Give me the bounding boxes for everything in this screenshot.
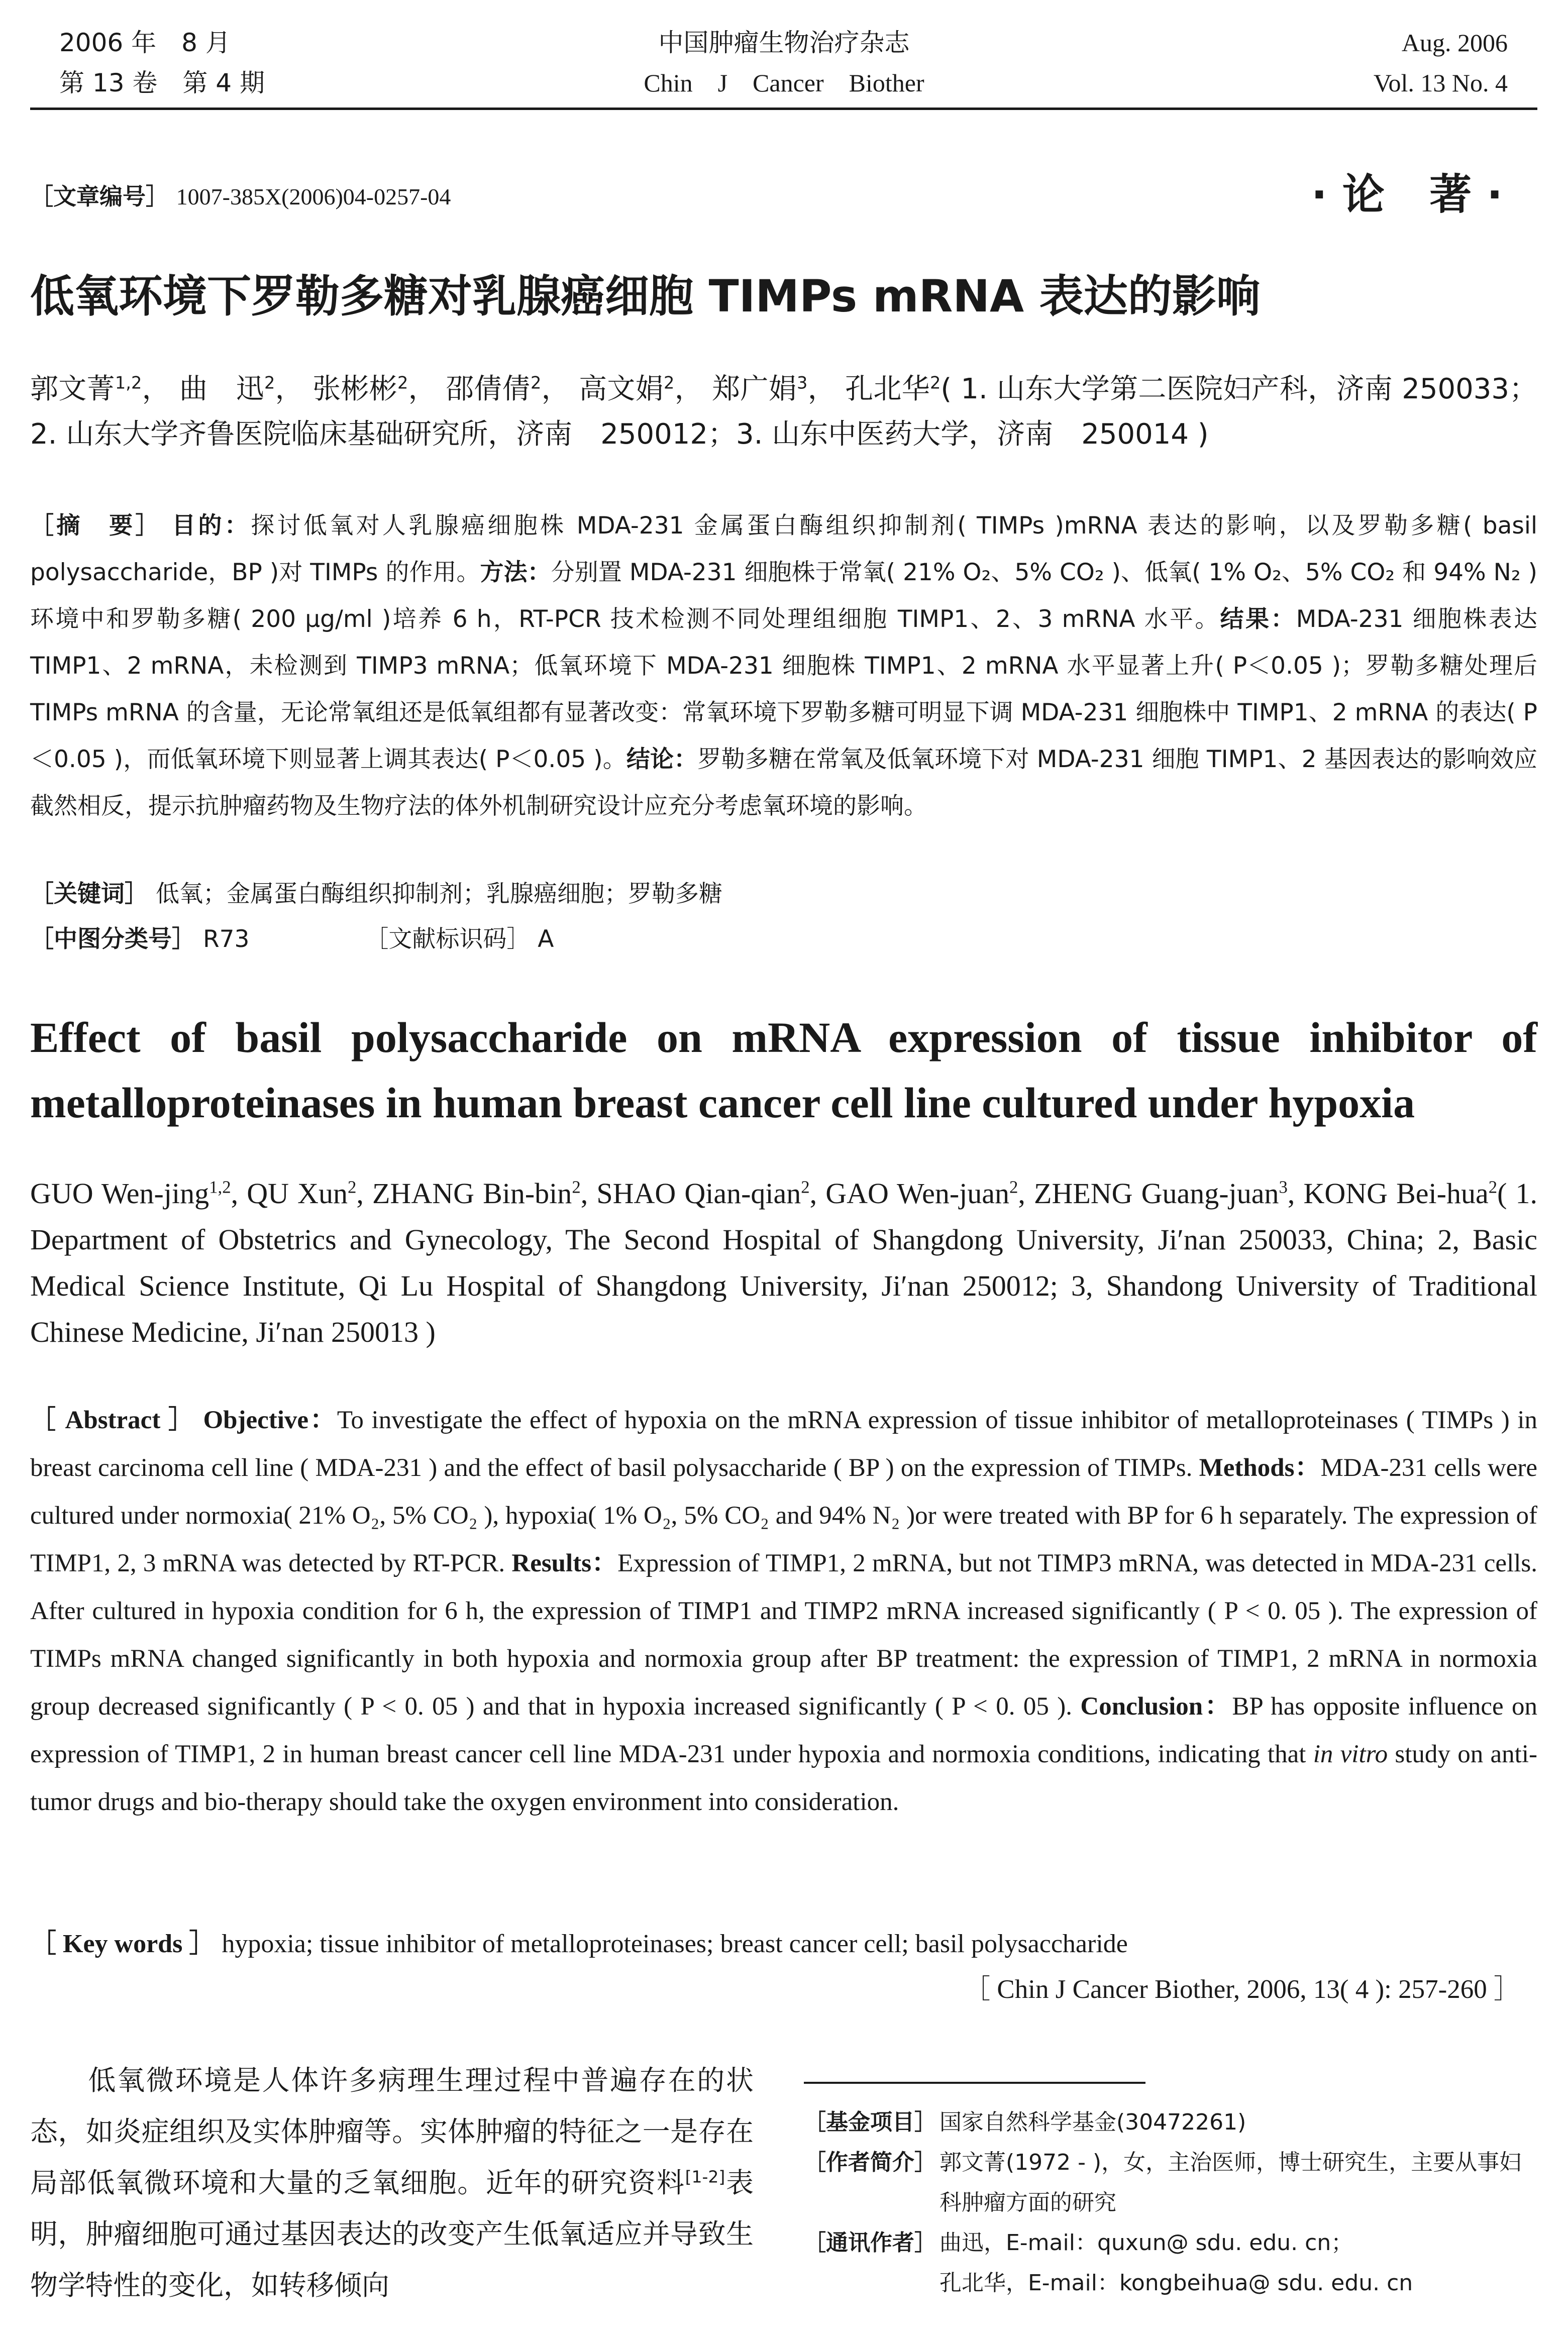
- author-en-5: GAO Wen-juan$^2$: [825, 1177, 1018, 1210]
- author-bio-label: ［作者简介］: [804, 2150, 936, 2175]
- abstract-en-objective-label: Objective：: [203, 1406, 337, 1434]
- keywords-en-value: hypoxia; tissue inhibitor of metalloproteinases; breast cancer cell; basil polysaccharide: [222, 1930, 1128, 1958]
- abstract-en-objective: To investigate the effect of hypoxia on the mRNA expression of tissue inhibitor of metalloproteinases ( TIMPs ) in breast carcinoma cell line ( MDA-231 ) and the effect of basil polysaccharide ( BP ) on the expression of TIMPs.: [30, 1406, 1538, 1482]
- abstract-en-methods-label: Methods：: [1199, 1454, 1321, 1482]
- corresponding-email-1[interactable]: 曲迅，E-mail：quxun@ sdu. edu. cn；: [939, 2230, 1353, 2256]
- abstract-cn-results: MDA-231 细胞株表达 TIMP1、2 mRNA，未检测到 TIMP3 mRNA；低氧环境下 MDA-231 细胞株 TIMP1、2 mRNA 水平显著上升( P＜0.05 )；罗勒多糖处理后 TIMPs mRNA 的含量，无论常氧组还是低氧组都有显著改变：常氧环境下罗勒多糖可明显下调 MDA-231 细胞株中 TIMP1、2 mRNA 的表达( P＜0.05 )，而低氧环境下则显著上调其表达( P＜0.05 )。: [30, 605, 1538, 773]
- footnotes: [804, 2102, 1537, 2303]
- author-cn-7: 孔北华$^2$: [845, 373, 941, 405]
- journal-name-en: Chin J Cancer Biother: [644, 69, 924, 97]
- author-en-1: GUO Wen-jing$^{1,2}$: [30, 1177, 231, 1210]
- article-number-value: 1007-385X(2006)04-0257-04: [176, 184, 451, 209]
- header-date-cn: 2006 年 8 月: [59, 28, 231, 57]
- author-cn-5: 高文娟$^2$: [579, 373, 675, 405]
- author-cn-4: 邵倩倩$^2$: [446, 373, 542, 405]
- header-volume-en: Vol. 13 No. 4: [1373, 69, 1508, 97]
- reference-marker[interactable]: [1-2]: [685, 2167, 725, 2187]
- authors-cn: 郭文菁$^{1,2}$， 曲 迅$^2$， 张彬彬$^2$， 邵倩倩$^2$， 高文娟$^2$， 郑广娟$^3$， 孔北华$^2$( 1. 山东大学第二医院妇产科，济南 250033；2. 山东大学齐鲁医院临床基础研究所，济南 250012；3. 山东中医药大学，济南 250014 ): [30, 373, 1538, 451]
- keywords-en: [30, 1922, 1537, 1967]
- abstract-cn-conclusion-label: 结论：: [626, 746, 698, 773]
- keywords-cn-value: 低氧；金属蛋白酶组织抑制剂；乳腺癌细胞；罗勒多糖: [155, 880, 722, 908]
- abstract-cn-methods: 分别置 MDA-231 细胞株于常氧( 21% O₂、5% CO₂ )、低氧( 1% O₂、5% CO₂ 和 94% N₂ )环境中和罗勒多糖( 200 μg/ml )培养 6 h，RT-PCR 技术检测不同处理组细胞 TIMP1、2、3 mRNA 水平。: [30, 559, 1537, 633]
- abstract-en: [30, 1397, 1537, 1826]
- affiliations-cn: ( 1. 山东大学第二医院妇产科，济南 250033；2. 山东大学齐鲁医院临床基础研究所，济南 250012；3. 山东中医药大学，济南 250014 ): [30, 373, 1538, 451]
- author-cn-2: 曲 迅$^2$: [179, 373, 275, 405]
- header-center: [0, 23, 1568, 103]
- author-en-6: ZHENG Guang-juan$^3$: [1034, 1177, 1288, 1210]
- journal-name-cn: 中国肿瘤生物治疗杂志: [658, 28, 910, 57]
- abstract-en-methods: MDA-231 cells were cultured under normoxia( 21% O₂, 5% CO₂ ), hypoxia( 1% O₂, 5% CO₂ and 94% N₂ )or were treated with BP for 6 h separately. The expression of TIMP1, 2, 3 mRNA was detected by RT-PCR.: [30, 1454, 1537, 1577]
- doc-code-label: ［文献标识码］: [365, 925, 531, 953]
- abstract-en-conclusion-pre: BP has opposite influence on expression of TIMP1, 2 in human breast cancer cell line MDA-231 under hypoxia and normoxia conditions, indicating that: [30, 1692, 1537, 1768]
- section-label: ·论 著·: [1311, 170, 1518, 219]
- abstract-en-conclusion-label: Conclusion：: [1080, 1692, 1232, 1721]
- header-right: [1374, 23, 1508, 103]
- title-cn: 低氧环境下罗勒多糖对乳腺癌细胞 TIMPs mRNA 表达的影响: [30, 270, 1261, 322]
- fund-label: ［基金项目］: [804, 2109, 936, 2135]
- abstract-cn-objective: 探讨低氧对人乳腺癌细胞株 MDA-231 金属蛋白酶组织抑制剂( TIMPs )mRNA 表达的影响，以及罗勒多糖( basil polysaccharide，BP )对 TIMPs 的作用。: [30, 512, 1538, 586]
- authors-en: GUO Wen-jing$^{1,2}$, QU Xun$^2$, ZHANG Bin-bin$^2$, SHAO Qian-qian$^2$, GAO Wen-juan$^2$, ZHENG Guang-juan$^3$, KONG Bei-hua$^2$( 1. Department of Obstetrics and Gynecology, The Second Hospital of Shangdong University, Ji′nan 250033, China; 2, Basic Medical Science Institute, Qi Lu Hospital of Shangdong University, Ji′nan 250012; 3, Shandong University of Traditional Chinese Medicine, Ji′nan 250013 ): [30, 1177, 1538, 1348]
- abstract-en-conclusion-post: study on anti-tumor drugs and bio-therapy should take the oxygen environment into consideration.: [30, 1740, 1537, 1816]
- body-text-cn: [30, 2055, 754, 2311]
- abstract-en-results-label: Results：: [511, 1549, 618, 1577]
- footnote-corresponding: [804, 2223, 1537, 2303]
- doc-code-value: A: [538, 925, 554, 953]
- abstract-cn-results-label: 结果：: [1220, 605, 1296, 633]
- abstract-en-label: ［ Abstract ］: [30, 1406, 195, 1434]
- author-en-4: SHAO Qian-qian$^2$: [596, 1177, 810, 1210]
- keywords-en-label: ［ Key words ］: [30, 1930, 216, 1958]
- body-p1-post: 表明，肿瘤细胞可通过基因表达的改变产生低氧适应并导致生物学特性的变化，如转移倾向: [30, 2167, 754, 2301]
- abstract-cn-objective-label: 目的：: [172, 512, 251, 540]
- abstract-cn-methods-label: 方法：: [480, 559, 551, 586]
- abstract-en-results: Expression of TIMP1, 2 mRNA, but not TIMP3 mRNA, was detected in MDA-231 cells. After cultured in hypoxia condition for 6 h, the expression of TIMP1 and TIMP2 mRNA increased significantly ( P < 0. 05 ). The expression of TIMPs mRNA changed significantly in both hypoxia and normoxia group after BP treatment: the expression of TIMP1, 2 mRNA in normoxia group decreased significantly ( P < 0. 05 ) and that in hypoxia increased significantly ( P < 0. 05 ).: [30, 1549, 1538, 1721]
- clc-value: R73: [202, 925, 250, 953]
- article-number-label: ［文章编号］: [30, 183, 169, 210]
- header-date-en: Aug. 2006: [1401, 29, 1508, 57]
- author-en-7: KONG Bei-hua$^2$: [1303, 1177, 1498, 1210]
- corresponding-label: ［通讯作者］: [804, 2230, 936, 2256]
- citation-en: ［ Chin J Cancer Biother, 2006, 13( 4 ): 257-260 ］: [964, 1975, 1520, 2004]
- author-cn-6: 郑广娟$^3$: [712, 373, 808, 405]
- abstract-cn-label: ［摘 要］: [30, 512, 162, 540]
- affiliations-en: ( 1. Department of Obstetrics and Gynecology, The Second Hospital of Shangdong University, Ji′nan 250033, China; 2, Basic Medical Science Institute, Qi Lu Hospital of Shangdong University, Ji′nan 250012; 3, Shandong University of Traditional Chinese Medicine, Ji′nan 250013 ): [30, 1177, 1538, 1348]
- clc-label: ［中图分类号］: [30, 925, 195, 953]
- abstract-cn-conclusion: 罗勒多糖在常氧及低氧环境下对 MDA-231 细胞 TIMP1、2 基因表达的影响效应截然相反，提示抗肿瘤药物及生物疗法的体外机制研究设计应充分考虑氧环境的影响。: [30, 746, 1538, 820]
- fund-value: 国家自然科学基金(30472261): [939, 2109, 1246, 2135]
- footnote-author: [804, 2143, 1537, 2223]
- footnote-fund: [804, 2102, 1537, 2143]
- author-en-3: ZHANG Bin-bin$^2$: [372, 1177, 581, 1210]
- author-en-2: QU Xun$^2$: [247, 1177, 357, 1210]
- keywords-cn: [30, 872, 1537, 917]
- classification-cn: [30, 917, 1537, 962]
- body-p1-pre: 低氧微环境是人体许多病理生理过程中普遍存在的状态，如炎症组织及实体肿瘤等。实体肿瘤的特征之一是存在局部低氧微环境和大量的乏氧细胞。近年的研究资料: [30, 2064, 754, 2199]
- author-cn-3: 张彬彬$^2$: [312, 373, 408, 405]
- footnote-rule: [804, 2082, 1145, 2084]
- article-number: [30, 178, 451, 211]
- author-bio-value: 郭文菁(1972 - )，女，主治医师，博士研究生，主要从事妇科肿瘤方面的研究: [939, 2150, 1522, 2215]
- abstract-cn: [30, 502, 1537, 829]
- header-rule: [30, 108, 1537, 110]
- title-en: Effect of basil polysaccharide on mRNA expression of tissue inhibitor of metalloproteinases in human breast cancer cell line cultured under hypoxia: [30, 1013, 1537, 1127]
- header-volume-cn: 第 13 卷 第 4 期: [59, 68, 265, 97]
- corresponding-email-2[interactable]: 孔北华，E-mail：kongbeihua@ sdu. edu. cn: [939, 2270, 1413, 2296]
- author-cn-1: 郭文菁$^{1,2}$: [30, 373, 142, 405]
- abstract-en-conclusion-italic: in vitro: [1313, 1740, 1388, 1768]
- keywords-cn-label: ［关键词］: [30, 880, 148, 908]
